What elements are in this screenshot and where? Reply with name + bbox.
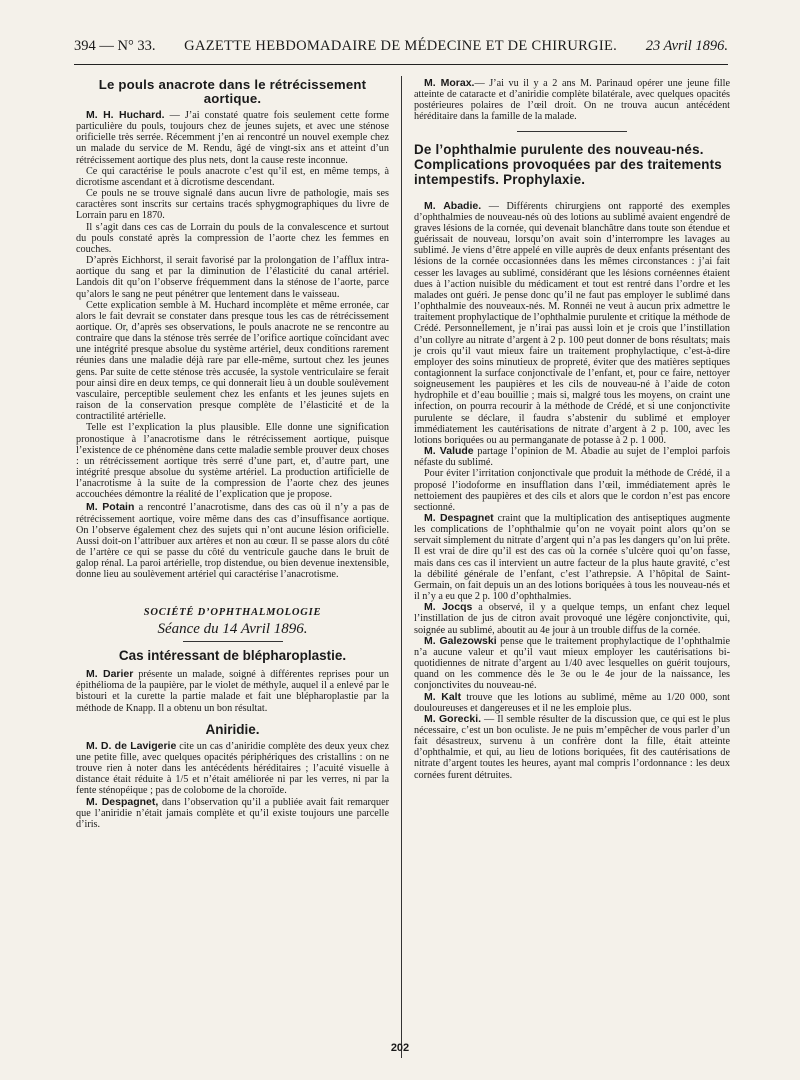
speaker-name: M. Valude xyxy=(424,445,474,458)
paragraph: Ce qui caractérise le pouls anacrote c’est qu’il est, en même temps, à dicrotisme ascendant et à dicrotisme descendant. xyxy=(76,165,389,188)
section-rule xyxy=(183,641,283,642)
article-title-pouls: Le pouls anacrote dans le rétrécissement aortique. xyxy=(98,77,367,106)
paragraph: D’après Eichhorst, il serait favorisé par la prolongation de l’afflux intra-aortique du sang et par la diminution de l’élasticité du canal artériel. Landois dit qu’on l’observe fréquemment dans la sténose de l’aorte, parce qu’alors le sang ne peut pénétrer que lentement dans le vaisseau. xyxy=(76,255,389,300)
paragraph-text: dans l’observation qu’il a publiée avait fait remarquer que l’aniridie n’était jamais complète et qu’il existe toujours une parcelle d’iris. xyxy=(76,796,389,830)
paragraph xyxy=(76,502,389,580)
speaker-name: M. Despagnet xyxy=(424,512,494,524)
paragraph-text: — Il semble résulter de la discussion que, ce qui est le plus nécessaire, c’est un bon oculiste. Je ne puis m’empêcher de vous parler d’un fait désastreux, survenu à un confrère dont la fille, était atteinte d’ophthalmie, et qui, au lieu de lotions boriquées, fit des cautérisations de nitrate d’argent toutes les heures, ayant mal compris l’ordonnance : les deux cornées furent détruites. xyxy=(414,713,731,781)
paragraph xyxy=(76,669,389,714)
paragraph-text: trouve que les lotions au sublimé, même au 1/20 000, sont douloureuses et dangereuses et il ne les emploie plus. xyxy=(414,691,730,714)
article-title-ophthalmie: De l’ophthalmie purulente des nouveau-nés. Complications provoquées par des traitements intempestifs. Prophylaxie. xyxy=(414,141,722,187)
session-date: Séance du 14 Avril 1896. xyxy=(157,620,308,637)
section-rule xyxy=(517,131,627,132)
paragraph xyxy=(414,714,730,781)
paragraph xyxy=(76,797,389,830)
society-heading: SOCIÉTÉ D’OPHTHALMOLOGIE xyxy=(143,606,322,618)
paragraph: Ce pouls ne se trouve signalé dans aucun livre de pathologie, mais ses caractères sont inscrits sur certains tracés sphygmographiques du livre de Lorrain paru en 1870. xyxy=(76,188,389,222)
speaker-name: M. Gorecki. xyxy=(424,712,482,725)
page-number: 394 — N° 33. xyxy=(74,38,156,54)
section-title-blepharoplastie: Cas intéressant de blépharoplastie. xyxy=(118,647,347,663)
speaker-name: M. Galezowski xyxy=(424,634,497,647)
paragraph-text: pense que le traitement prophylactique de l’ophthalmie n’a aucune valeur et qu’il vaut mieux employer les cautérisations bi-quotidiennes de nitrate d’argent au 1/40 avec lesquelles on guérit toujours, quand on les commence dès le 3e ou le 4e jour de la naissance, les conjonctivites du nouveau-né. xyxy=(414,635,730,692)
paragraph xyxy=(414,513,730,602)
paragraph xyxy=(414,692,730,714)
paragraph-text: — J’ai constaté quatre fois seulement cette forme particulière du pouls, toujours chez de jeunes sujets, et avec une sténose orificielle très serrée. Récemment j’en ai rencontré un nouvel exemple chez un malade du service de M. Rendu, âgé de vingt-six ans et atteint d’un rétrécissement aortique des plus nets, dont la cause reste inconnue. xyxy=(76,110,389,166)
speaker-name: M. Despagnet, xyxy=(86,795,159,808)
section-title-aniridie: Aniridie. xyxy=(205,721,260,737)
paragraph: Telle est l’explication la plus plausible. Elle donne une signification pronostique à l’anacrotisme dans le rétrécissement aortique, puisque l’existence de ce phénomène dans cette maladie semble prouver deux choses : un rétrécissement aortique très serré d’une part, et, d’autre part, une intégrité presque absolue du système artériel. La production artificielle de l’anacrotisme à la suite de la compression de l’aorte chez des jeunes accouchées démontre la réalité de l’explication que je propose. xyxy=(76,422,389,501)
paragraph: Pour éviter l’irritation conjonctivale que produit la méthode de Crédé, il a proposé l’iodoforme en insufflation dans l’œil, immédiatement après le nettoiement des paupières et des cils et alors que le cordon n’est pas encore sectionné. xyxy=(414,468,730,513)
paragraph-text: a rencontré l’anacrotisme, dans des cas où il n’y a pas de rétrécissement aortique, voire même dans des cas d’insuffisance aortique. On l’observe également chez des sujets qui n’ont aucune lésion orificielle. Aussi doit-on l’attribuer aux artères et non au cœur. Il se passe alors du côté de l’artère ce qui se passe du côté du ventricule gauche dans le bruit de galop rénal. La paroi artérielle, trop distendue, ou bien devenue inextensible, donne lieu au soulèvement artériel qui caractérise l’anacrotisme. xyxy=(76,502,389,581)
speaker-name: M. Potain xyxy=(86,501,135,514)
paragraph xyxy=(76,110,389,166)
paragraph: Il s’agit dans ces cas de Lorrain du pouls de la convalescence et surtout du pouls constaté après la compression de l’aorte chez les femmes en couches. xyxy=(76,221,389,255)
paragraph xyxy=(414,446,730,468)
speaker-name: M. H. Huchard. xyxy=(86,109,165,121)
paragraph: Cette explication semble à M. Huchard incomplète et même erronée, car alors le fait devrait se constater dans presque tous les cas de rétrécissement aortique. Or, d’après ses observations, le pouls anacrote ne se rencontre au contraire que dans la sténose très serrée de l’orifice aortique coïncidant avec une intégrité presque absolue du système artériel, deux conditions rarement réunies dans une maladie déjà rare par elle-même, surtout chez les jeunes gens. Par suite de cette sténose très accusée, la systole ventriculaire se ferait pour ainsi dire en deux temps, ce qui donnerait lieu à un double soulèvement vasculaire, perceptible seulement chez les enfants et les jeunes sujets en raison de la conservation presque complète de l’élasticité et de la contractilité artérielle. xyxy=(76,299,389,423)
running-header xyxy=(74,38,728,60)
speaker-name: M. Darier xyxy=(86,668,134,681)
paragraph xyxy=(414,636,730,692)
speaker-name: M. Morax. xyxy=(424,77,475,89)
paragraph xyxy=(414,78,730,123)
speaker-name: M. Jocqs xyxy=(424,601,473,614)
folio-number: 202 xyxy=(390,1042,410,1054)
paragraph-text: — J’ai vu il y a 2 ans M. Parinaud opérer une jeune fille atteinte de cataracte et d’aniridie complète bilatérale, avec quelques opacités postérieures polaires de l’œil droit. On ne trouva aucun antécédent héréditaire dans la famille de la malade. xyxy=(414,78,730,123)
issue-date: 23 Avril 1896. xyxy=(645,38,728,54)
paragraph-text: — Différents chirurgiens ont rapporté des exemples d’ophthalmies de nouveau-nés où des lotions au sublimé avaient engendré de graves lésions de la cornée, qui devenait blanchâtre dans toute son étendue et guérissait de nouveau, lorsqu’on avait soin d’interrompre les lavages au sublimé. Je viens d’être appelé en ville auprès de deux enfants présentant des lésions de la cornée occasionnées dans les mêmes circonstances : j’ai fait cesser les lavages au sublimé, considérant que les lésions cornéennes étaient dues à l’action nuisible du médicament et tout est rentré dans l’ordre et les malades ont guéri. Je pense donc qu’il ne faut pas employer le sublimé dans l’ophthalmie des nouveaux-nés. M. Ronnéi ne veut à aucun prix admettre le traitement prophylactique de l’ophthalmie purulente et critique la méthode de Crédé. Personnellement, je n’irai pas aussi loin et je crois que l’instillation d’un collyre au nitrate d’argent à 2 p. 100 peut donner de bons résultats; mais je crois qu’il vaut mieux faire un traitement prophylactique, c’est-à-dire employer des soins minutieux de propreté, éviter que des matières septiques contagionnent la surface conjonctivale de l’enfant, et, pour ce faire, nettoyer soigneusement les paupières et les cils de nouveau-né à l’aide de coton hydrophile et d’eau bouillie ; mais si, malgré tous les moyens, on craint une infection, on pourra recourir à la méthode de Crédé, et si une conjonctivite purulente se déclare, il faudra s’abstenir du sublimé et employer immédiatement les cautérisations de nitrate d’argent à 2 p. 100, avec les lotions boriquées ou au permanganate de potasse à 2 p. 1 000. xyxy=(414,200,730,446)
speaker-name: M. Abadie. xyxy=(424,199,482,212)
paragraph-text: cite un cas d’aniridie complète des deux yeux chez une petite fille, avec quelques opacités périphériques des cristallins : on ne trouve rien à noter dans les antécédents héréditaires ; l’acuité visuelle à distance était réduite à 1/5 et n’était améliorée ni par les verres, ni par la fente sténopéique ; pas de colobome de la choroïde. xyxy=(76,740,389,797)
left-column xyxy=(76,78,389,830)
speaker-name: M. D. de Lavigerie xyxy=(86,739,177,752)
paragraph-text: craint que la multiplication des antiseptiques augmente les complications de l’ophthalmie qu’on ne voyait point alors qu’on se servait simplement du nitrate d’argent qui n’a pas les dangers qu’on lui prête. Il est vrai de dire qu’il est des cas où la cornée s’ulcère quoi qu’on fasse, mais dans ces cas il intervient un autre facteur de la plus haute gravité, c’est la débilité générale de l’enfant, c’est l’athrepsie. A l’hôpital de Saint-Germain, on fait depuis un an des lotions boriquées à tous les nouveau-nés et il n’y a eu que 2 p. 100 d’ophthalmies. xyxy=(414,513,730,603)
header-rule xyxy=(74,64,728,65)
speaker-name: M. Kalt xyxy=(424,690,462,703)
paragraph xyxy=(76,741,389,797)
right-column xyxy=(414,78,730,781)
column-divider xyxy=(401,76,402,1058)
paragraph xyxy=(414,602,730,635)
paragraph-text: a observé, il y a quelque temps, un enfant chez lequel l’instillation de jus de citron avait provoqué une légère conjonctivite, qui, soignée au sublimé, aboutit au 4e jour à un trouble diffus de la cornée. xyxy=(414,602,730,636)
paragraph-text: présente un malade, soigné à différentes reprises pour un épithélioma de la paupière, par le violet de méthyle, auquel il a enlevé par le bistouri et la curette la partie malade et fait une blépharoplastie par la méthode de Knapp. Il a obtenu un bon résultat. xyxy=(76,669,390,714)
journal-title: GAZETTE HEBDOMADAIRE DE MÉDECINE ET DE CHIRURGIE. xyxy=(184,38,618,54)
paragraph-text: partage l’opinion de M. Abadie au sujet de l’emploi parfois néfaste du sublimé. xyxy=(414,446,730,469)
paragraph xyxy=(414,201,730,446)
